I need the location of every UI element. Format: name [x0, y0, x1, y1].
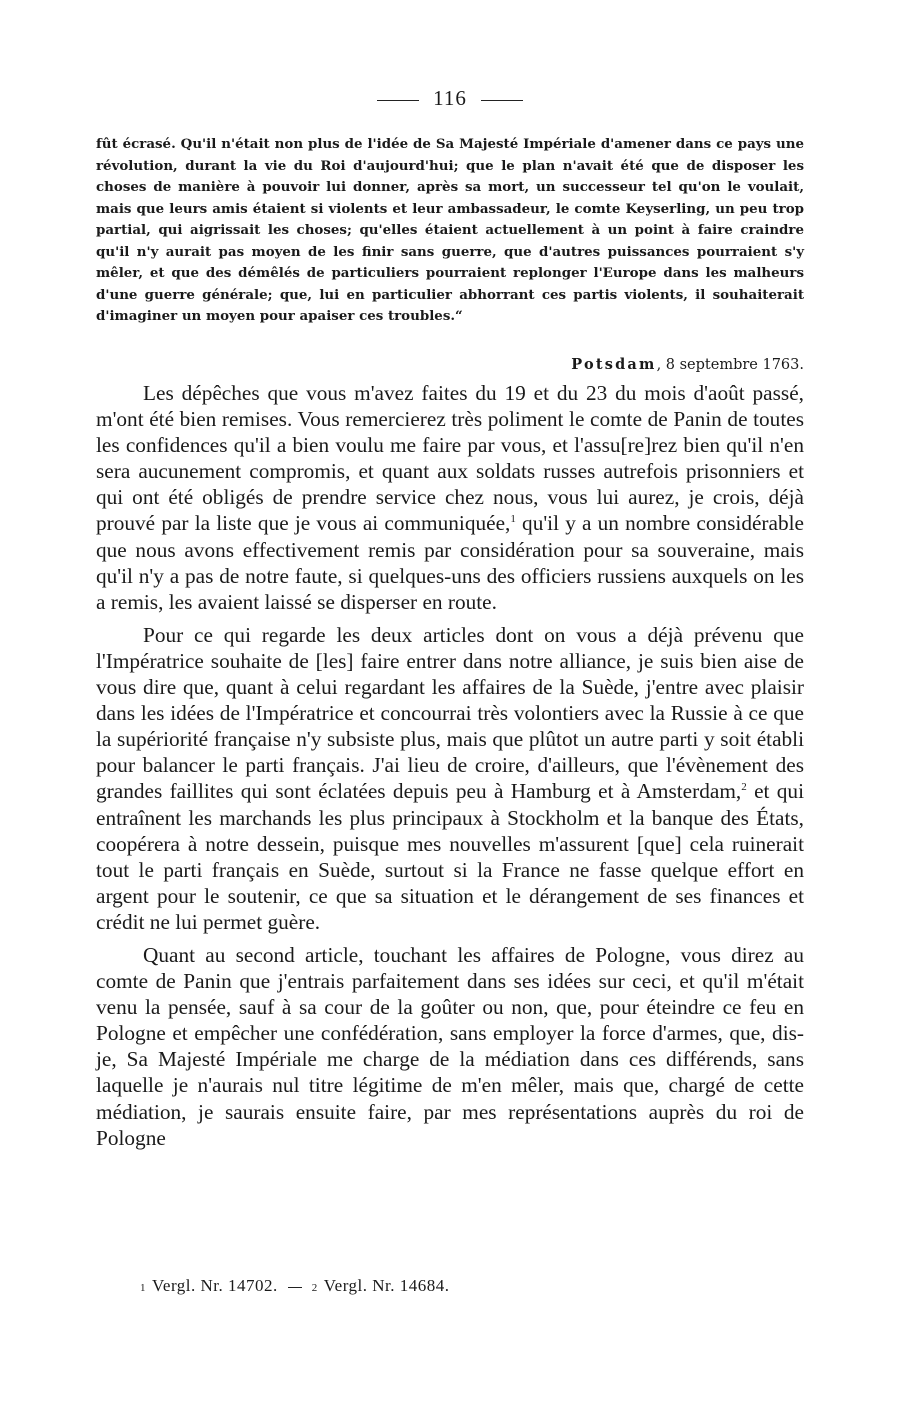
footnote-2-mark: 2: [311, 1282, 318, 1294]
paragraph-1-text-b: qu'il y a un nombre considérable que nous avons effectivement remis par considération pour sa souveraine, mais qu'il n'y a pas de notre faute, si quelques-uns des officiers russiens auxquels on les a remis, les avaient laissé se disperser en route.: [96, 511, 804, 614]
paragraph-2-text-b: et qui entraînent les marchands les plus principaux à Stockholm et la banque des États, coopérera à notre dessein, puisque mes nouvelles m'assurent [que] cela ruinerait tout le parti français en Suède, surtout si la France ne fasse quelque effort en argent pour le soutenir, ce que sa situation et le dérangement de ses finances et crédit ne lui permet guère.: [96, 779, 804, 934]
page-header: [0, 86, 900, 111]
paragraph-2-text-a: Pour ce qui regarde les deux articles dont on vous a déjà prévenu que l'Impératrice souhaite de [les] faire entrer dans notre alliance, je suis bien aise de vous dire que, quant à celui regardant les affaires de la Suède, j'entre avec plaisir dans les idées de l'Impératrice et concourrai très volontiers avec la Russie à ce que la supériorité française n'y subsiste plus, mais que plûtot un autre parti y soit établi pour balancer le parti français. J'ai lieu de croire, d'ailleurs, que l'évènement des grandes faillites qui sont éclatées depuis peu à Hamburg et à Amsterdam,: [96, 622, 804, 804]
dateline-date: , 8 septembre 1763.: [656, 357, 804, 373]
dateline-place: Potsdam: [571, 356, 657, 373]
paragraph-2: [96, 622, 804, 935]
quoted-report-text: fût écrasé. Qu'il n'était non plus de l'idée de Sa Majesté Impériale d'amener dans ce pays une révolution, durant la vie du Roi d'aujourd'hui; que le plan n'avait été que de disposer les choses de manière à pouvoir lui donner, après sa mort, un successeur tel qu'on le voulait, mais que leurs amis étaient si violents et leur ambassadeur, le comte Keyserling, un peu trop partial, qui aigrissait les choses; qu'elles étaient actuellement à un point à faire craindre qu'il n'y aurait pas moyen de les finir sans guerre, que d'autres puissances pourraient s'y mêler, et que des démêlés de particuliers pourraient replonger l'Europe dans les malheurs d'une guerre générale; que, lui en particulier abhorrant ces partis violents, il souhaiterait d'imaginer un moyen pour apaiser ces troubles.“: [96, 136, 804, 324]
paragraph-3: Quant au second article, touchant les affaires de Pologne, vous direz au comte de Panin que j'entrais parfaitement dans ses idées sur ceci, et qu'il m'était venu la pensée, sauf à sa cour de la goûter ou non, que, pour éteindre ce feu en Pologne et empêcher une confédération, sans employer la force d'armes, que, dis-je, Sa Majesté Impériale me charge de la médiation dans ces différends, sans laquelle je n'aurais nul titre légitime de m'en mêler, mais que, chargé de cette médiation, je saurais ensuite faire, par mes représentations auprès du roi de Pologne: [96, 942, 804, 1150]
page-number: 116: [433, 86, 467, 110]
footnote-ref-1: 1: [510, 513, 516, 526]
paragraph-1-text-a: Les dépêches que vous m'avez faites du 19 et du 23 du mois d'août passé, m'ont été bien remises. Vous remercierez très poliment le comte de Panin de toutes les confidences qu'il a bien voulu me faire par vous, et l'assu[re]rez bien qu'il n'en sera aucunement compromis, et quant aux soldats russes autrefois prisonniers et qui ont été obligés de prendre service chez nous, vous lui aurez, je crois, déjà prouvé par la liste que je vous ai communiquée,: [96, 381, 804, 536]
footnote-2-text: Vergl. Nr. 14684.: [323, 1276, 450, 1295]
footnote-separator: [288, 1287, 302, 1288]
header-rule-right: [481, 100, 523, 101]
footnote-1-mark: 1: [140, 1282, 146, 1294]
dateline: [571, 356, 804, 373]
letter-body: [96, 380, 804, 1158]
header-rule-left: [377, 100, 419, 101]
footnote-1-text: Vergl. Nr. 14702.: [152, 1276, 278, 1295]
footnotes: [140, 1276, 450, 1296]
footnote-ref-2: 2: [741, 781, 747, 794]
paragraph-1: [96, 380, 804, 615]
